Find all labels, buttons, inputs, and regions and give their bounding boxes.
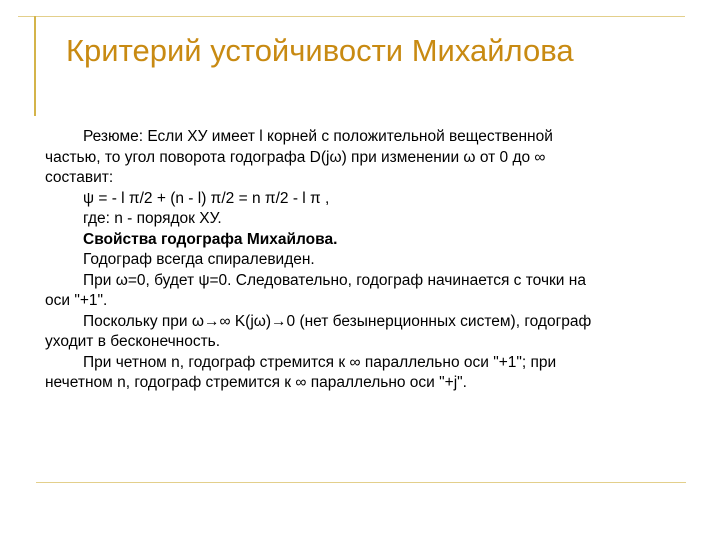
summary-line-2: частью, то угол поворота годографа D(jω) при изменении ω от 0 до ∞ [45,148,546,166]
property-infinity-line-2: уходит в бесконечность. [45,333,221,350]
left-frame-line [34,16,36,116]
top-frame-line [18,16,685,17]
summary-line-1: Резюме: Если ХУ имеет l корней с положительной вещественной [83,128,553,145]
formula-line: ψ = - l π/2 + (n - l) π/2 = n π/2 - l π , [83,189,330,207]
slide-body [45,127,685,394]
property-infinity-line-1: Поскольку при ω→∞ K(jω)→0 (нет безынерционных систем), годограф [83,312,592,330]
property-start-line-2: оси "+1". [45,292,108,309]
property-parity-line-2: нечетном n, годограф стремится к ∞ параллельно оси "+j". [45,374,467,391]
bottom-frame-line [36,482,686,483]
formula-note: где: n - порядок ХУ. [83,210,222,227]
property-parity-line-1: При четном n, годограф стремится к ∞ параллельно оси "+1"; при [83,353,557,371]
property-spiral: Годограф всегда спиралевиден. [83,251,315,268]
property-start-line-1: При ω=0, будет ψ=0. Следовательно, годограф начинается с точки на [83,271,586,289]
slide-title: Критерий устойчивости Михайлова [66,33,574,68]
properties-heading: Свойства годографа Михайлова. [83,230,338,248]
summary-line-3: составит: [45,169,114,186]
